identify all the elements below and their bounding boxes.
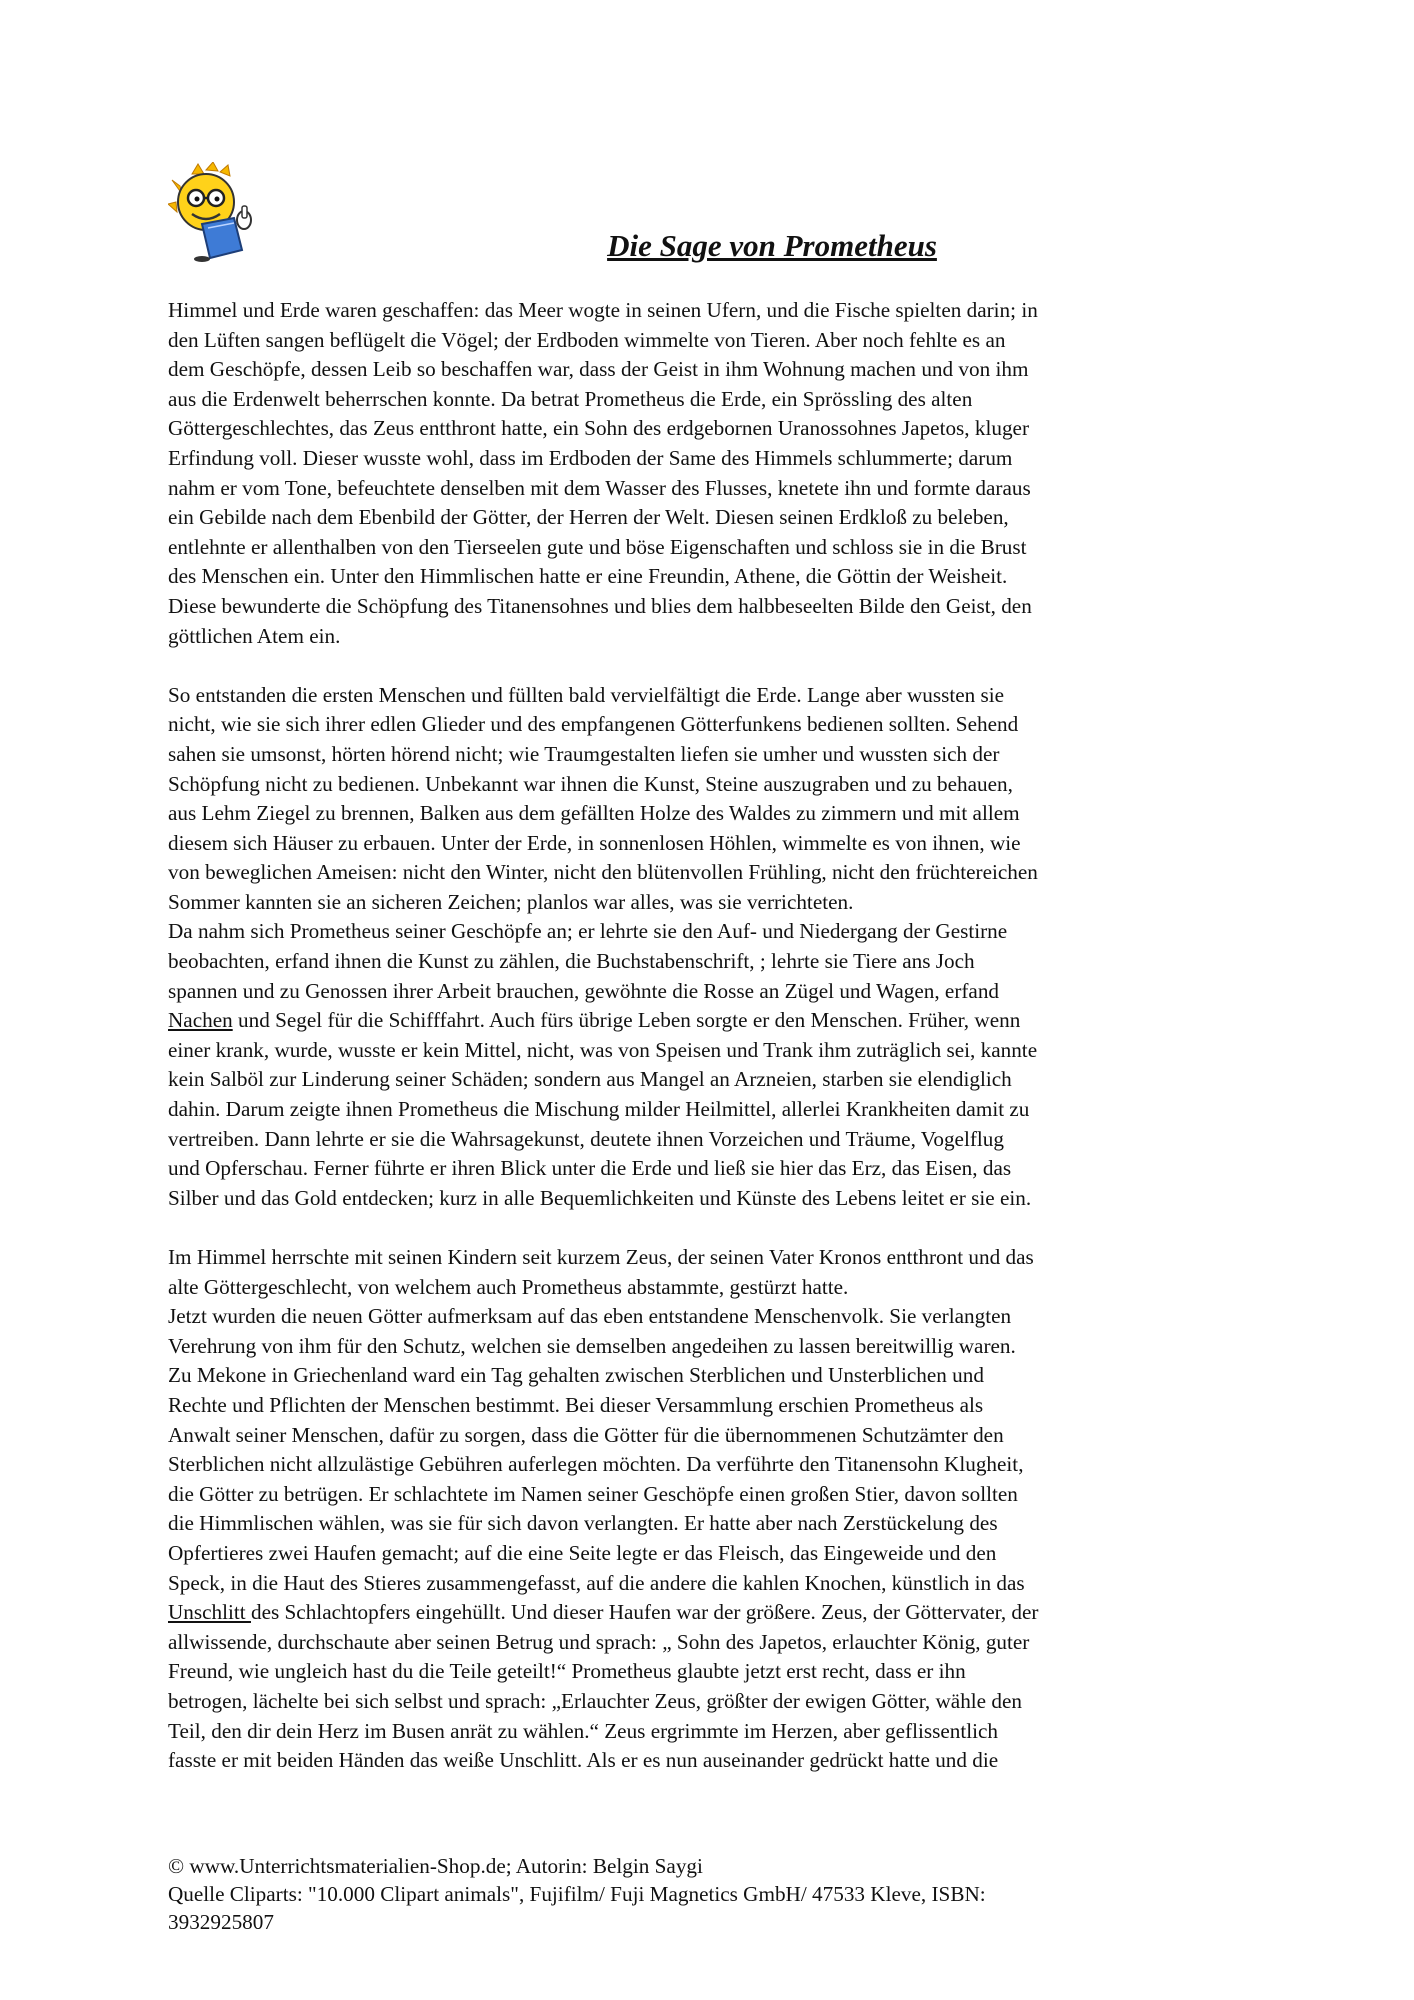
text-line: Rechte und Pflichten der Menschen bestimmt. Bei dieser Versammlung erschien Prometheus als xyxy=(168,1392,984,1417)
text-line: Diese bewunderte die Schöpfung des Titanensohnes und blies dem halbbeseelten Bilde den Geist, den xyxy=(168,593,1032,618)
text-line: Speck, in die Haut des Stieres zusammengefasst, auf die andere die kahlen Knochen, künstlich in das xyxy=(168,1570,1025,1595)
paragraph-3 xyxy=(168,917,1248,1213)
text-line: Verehrung von ihm für den Schutz, welchen sie demselben angedeihen zu lassen bereitwillig waren. xyxy=(168,1333,1016,1358)
text-line: fasste er mit beiden Händen das weiße Unschlitt. Als er es nun auseinander gedrückt hatte und die xyxy=(168,1748,999,1773)
text-line: ein Gebilde nach dem Ebenbild der Götter, der Herren der Welt. Diesen seinen Erdkloß zu beleben, xyxy=(168,505,1009,530)
text-line: kein Salböl zur Linderung seiner Schäden; sondern aus Mangel an Arzneien, starben sie elendiglich xyxy=(168,1067,1012,1092)
text-line xyxy=(168,1006,1248,1036)
paragraph-5 xyxy=(168,1302,1248,1776)
text-line: Silber und das Gold entdecken; kurz in alle Bequemlichkeiten und Künste des Lebens leitet er sie ein. xyxy=(168,1185,1032,1210)
text-line: Erfindung voll. Dieser wusste wohl, dass im Erdboden der Same des Himmels schlummerte; darum xyxy=(168,445,1013,470)
text-line: beobachten, erfand ihnen die Kunst zu zählen, die Buchstabenschrift, ; lehrte sie Tiere ans Joch xyxy=(168,949,975,974)
text-line: Sommer kannten sie an sicheren Zeichen; planlos war alles, was sie verrichteten. xyxy=(168,889,854,914)
text-line: spannen und zu Genossen ihrer Arbeit brauchen, gewöhnte die Rosse an Zügel und Wagen, erfand xyxy=(168,978,1000,1003)
paragraph-2 xyxy=(168,681,1248,918)
text-line: Göttergeschlechtes, das Zeus entthront hatte, ein Sohn des erdgebornen Uranossohnes Japetos, kluger xyxy=(168,416,1030,441)
text-line: nahm er vom Tone, befeuchtete denselben mit dem Wasser des Flusses, knetete ihn und formte daraus xyxy=(168,475,1031,500)
page-footer xyxy=(168,1852,1268,1936)
underlined-term-unschlitt: Unschlitt xyxy=(168,1600,251,1625)
text-line: und Opferschau. Ferner führte er ihren Blick unter die Erde und ließ sie hier das Erz, das Eisen, das xyxy=(168,1156,1012,1181)
text-line: Im Himmel herrschte mit seinen Kindern seit kurzem Zeus, der seinen Vater Kronos entthront und das xyxy=(168,1245,1034,1269)
text-line: göttlichen Atem ein. xyxy=(168,623,341,648)
text-line: diesem sich Häuser zu erbauen. Unter der Erde, in sonnenlosen Höhlen, wimmelte es von ihnen, wie xyxy=(168,830,1021,855)
text-line: Da nahm sich Prometheus seiner Geschöpfe an; er lehrte sie den Auf- und Niedergang der Gestirne xyxy=(168,919,1008,944)
text-line: Himmel und Erde waren geschaffen: das Meer wogte in seinen Ufern, und die Fische spielten darin; in xyxy=(168,298,1038,322)
document-body xyxy=(168,296,1248,1776)
text-line: einer krank, wurde, wusste er kein Mittel, nicht, was von Speisen und Trank ihm zuträglich sei, kannte xyxy=(168,1037,1038,1062)
text-line: Freund, wie ungleich hast du die Teile geteilt!“ Prometheus glaubte jetzt erst recht, dass er ihn xyxy=(168,1659,966,1684)
underlined-term-nachen: Nachen xyxy=(168,1008,233,1033)
text-line: die Götter zu betrügen. Er schlachtete im Namen seiner Geschöpfe einen großen Stier, davon sollten xyxy=(168,1481,1018,1506)
text-line: betrogen, lächelte bei sich selbst und sprach: „Erlauchter Zeus, größter der ewigen Götter, wähle den xyxy=(168,1688,1022,1713)
text-line: des Menschen ein. Unter den Himmlischen hatte er eine Freundin, Athene, die Göttin der Weisheit. xyxy=(168,564,1008,589)
text-line: dahin. Darum zeigte ihnen Prometheus die Mischung milder Heilmittel, allerlei Krankheiten damit zu xyxy=(168,1097,1030,1122)
text-fragment: des Schlachtopfers eingehüllt. Und dieser Haufen war der größere. Zeus, der Göttervater, der xyxy=(250,1600,1039,1625)
text-line: nicht, wie sie sich ihrer edlen Glieder und des empfangenen Götterfunkens bedienen sollten. Sehend xyxy=(168,712,1019,737)
text-line: Sterblichen nicht allzulästige Gebühren auferlegen möchten. Da verführte den Titanensohn Klugheit, xyxy=(168,1452,1024,1477)
text-line: Teil, den dir dein Herz im Busen anrät zu wählen.“ Zeus ergrimmte im Herzen, aber geflissentlich xyxy=(168,1718,999,1743)
text-line: Anwalt seiner Menschen, dafür zu sorgen, dass die Götter für die übernommenen Schutzämter den xyxy=(168,1422,1004,1447)
text-line: vertreiben. Dann lehrte er sie die Wahrsagekunst, deutete ihnen Vorzeichen und Träume, Vogelflug xyxy=(168,1126,1004,1151)
text-line: Opfertieres zwei Haufen gemacht; auf die eine Seite legte er das Fleisch, das Eingeweide und den xyxy=(168,1540,997,1565)
text-line: Zu Mekone in Griechenland ward ein Tag gehalten zwischen Sterblichen und Unsterblichen und xyxy=(168,1363,984,1388)
isbn-line: 3932925807 xyxy=(168,1910,274,1934)
text-line: den Lüften sangen beflügelt die Vögel; der Erdboden wimmelte von Tieren. Aber noch fehlte es an xyxy=(168,327,1006,352)
text-fragment: und Segel für die Schifffahrt. Auch fürs übrige Leben sorgte er den Menschen. Früher, wenn xyxy=(232,1008,1021,1033)
text-line: aus die Erdenwelt beherrschen konnte. Da betrat Prometheus die Erde, ein Sprössling des alten xyxy=(168,386,973,411)
copyright-line: © www.Unterrichtsmaterialien-Shop.de; Autorin: Belgin Saygi xyxy=(168,1854,703,1878)
text-line: Jetzt wurden die neuen Götter aufmerksam auf das eben entstandene Menschenvolk. Sie verlangten xyxy=(168,1304,1012,1329)
clipart-source-line: Quelle Cliparts: "10.000 Clipart animals", Fujifilm/ Fuji Magnetics GmbH/ 47533 Kleve, ISBN: xyxy=(168,1882,986,1906)
text-line xyxy=(168,1598,1248,1628)
text-line: dem Geschöpfe, dessen Leib so beschaffen war, dass der Geist in ihm Wohnung machen und von ihm xyxy=(168,357,1029,382)
text-line: sahen sie umsonst, hörten hörend nicht; wie Traumgestalten liefen sie umher und wussten sich der xyxy=(168,741,1000,766)
text-line: So entstanden die ersten Menschen und füllten bald vervielfältigt die Erde. Lange aber wussten sie xyxy=(168,682,1005,707)
text-line: Schöpfung nicht zu bedienen. Unbekannt war ihnen die Kunst, Steine auszugraben und zu behauen, xyxy=(168,771,1013,796)
text-line: allwissende, durchschaute aber seinen Betrug und sprach: „ Sohn des Japetos, erlauchter König, guter xyxy=(168,1629,1030,1654)
document-title: Die Sage von Prometheus xyxy=(607,228,937,263)
text-line: die Himmlischen wählen, was sie für sich davon verlangten. Er hatte aber nach Zerstückelung des xyxy=(168,1511,998,1536)
text-line: entlehnte er allenthalben von den Tierseelen gute und böse Eigenschaften und schloss sie in die Brust xyxy=(168,534,1027,559)
paragraph-1 xyxy=(168,296,1248,651)
paragraph-4 xyxy=(168,1243,1248,1302)
text-line: aus Lehm Ziegel zu brennen, Balken aus dem gefällten Holze des Waldes zu zimmern und mit allem xyxy=(168,801,1020,826)
text-line: alte Göttergeschlecht, von welchem auch Prometheus abstammte, gestürzt hatte. xyxy=(168,1274,849,1299)
text-line: von beweglichen Ameisen: nicht den Winter, nicht den blütenvollen Frühling, nicht den früchtereichen xyxy=(168,860,1038,885)
